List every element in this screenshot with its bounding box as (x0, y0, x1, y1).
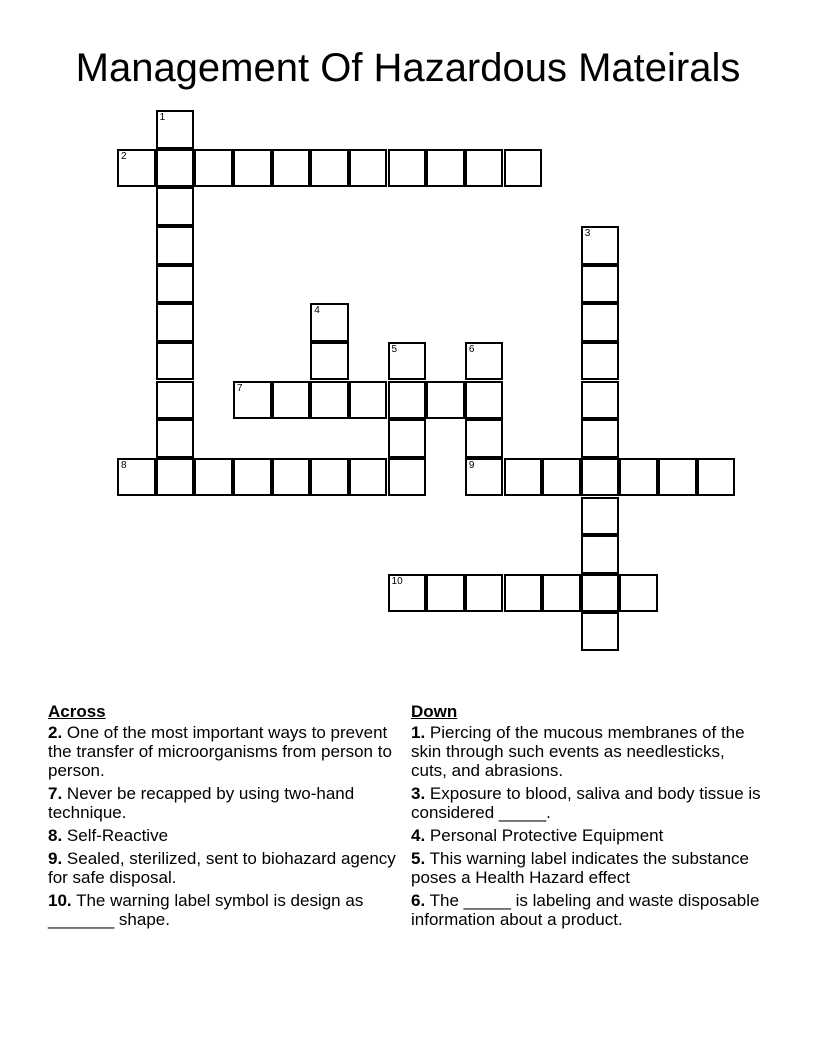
clue-item (411, 826, 761, 845)
clue-item (411, 723, 761, 780)
page-title: Management Of Hazardous Mateirals (75, 46, 741, 90)
cell-number: 5 (391, 343, 398, 355)
grid-cell[interactable] (233, 458, 272, 497)
grid-cell[interactable] (310, 342, 349, 381)
across-clues (48, 702, 398, 933)
grid-cell[interactable] (388, 381, 427, 420)
grid-cell[interactable] (349, 458, 388, 497)
down-heading: Down (411, 702, 458, 721)
clue-item (48, 826, 398, 845)
grid-cell[interactable] (581, 574, 620, 613)
grid-cell[interactable] (542, 458, 581, 497)
clue-text: The _____ is labeling and waste disposable information about a product. (411, 891, 760, 929)
clue-item (48, 891, 398, 929)
grid-cell[interactable] (581, 458, 620, 497)
clue-number: 9. (48, 849, 63, 868)
clue-text: Sealed, sterilized, sent to biohazard agency for safe disposal. (48, 849, 396, 887)
grid-cell[interactable] (658, 458, 697, 497)
grid-cell[interactable] (117, 149, 156, 188)
grid-cell[interactable] (426, 381, 465, 420)
grid-cell[interactable] (156, 342, 195, 381)
grid-cell[interactable] (465, 342, 504, 381)
clue-item (48, 723, 398, 780)
cell-number: 7 (236, 382, 243, 394)
clue-number: 7. (48, 784, 63, 803)
grid-cell[interactable] (156, 419, 195, 458)
grid-cell[interactable] (310, 381, 349, 420)
grid-cell[interactable] (310, 149, 349, 188)
clue-number: 4. (411, 826, 426, 845)
grid-cell[interactable] (156, 265, 195, 304)
clue-text: Personal Protective Equipment (429, 826, 664, 845)
grid-cell[interactable] (619, 458, 658, 497)
grid-cell[interactable] (697, 458, 736, 497)
grid-cell[interactable] (310, 458, 349, 497)
cell-number: 8 (121, 459, 127, 471)
clue-item (411, 784, 761, 822)
clue-number: 1. (411, 723, 426, 742)
across-heading: Across (48, 702, 106, 721)
grid-cell[interactable] (542, 574, 581, 613)
grid-cell[interactable] (156, 110, 195, 149)
grid-cell[interactable] (581, 612, 620, 651)
grid-cell[interactable] (117, 458, 156, 497)
grid-cell[interactable] (465, 574, 504, 613)
clue-number: 6. (411, 891, 426, 910)
cell-number: 4 (314, 305, 320, 317)
grid-cell[interactable] (465, 381, 504, 420)
grid-cell[interactable] (581, 497, 620, 536)
clue-item (411, 849, 761, 887)
cell-number: 1 (159, 112, 166, 123)
clue-text: Exposure to blood, saliva and body tissue is considered _____. (411, 784, 761, 822)
grid-cell[interactable] (194, 149, 233, 188)
clue-number: 3. (411, 784, 426, 803)
grid-cell[interactable] (233, 149, 272, 188)
grid-cell[interactable] (388, 419, 427, 458)
cell-number: 2 (121, 150, 127, 162)
grid-cell[interactable] (426, 149, 465, 188)
clue-text: One of the most important ways to prevent the transfer of microorganisms from person to person. (48, 723, 392, 780)
grid-cell[interactable] (581, 419, 620, 458)
grid-cell[interactable] (349, 149, 388, 188)
grid-cell[interactable] (156, 381, 195, 420)
grid-cell[interactable] (581, 303, 620, 342)
grid-cell[interactable] (156, 226, 195, 265)
clue-number: 5. (411, 849, 426, 868)
grid-cell[interactable] (388, 458, 427, 497)
clue-text: The warning label symbol is design as _______ shape. (48, 891, 364, 929)
grid-cell[interactable] (272, 381, 311, 420)
clue-number: 2. (48, 723, 63, 742)
grid-cell[interactable] (272, 458, 311, 497)
cell-number: 6 (468, 343, 475, 355)
clue-number: 10. (48, 891, 72, 910)
grid-cell[interactable] (465, 149, 504, 188)
clue-item (48, 849, 398, 887)
clue-item (48, 784, 398, 822)
clue-text: Self-Reactive (66, 826, 169, 845)
grid-cell[interactable] (581, 226, 620, 265)
grid-cell[interactable] (194, 458, 233, 497)
clue-text: This warning label indicates the substance poses a Health Hazard effect (411, 849, 750, 887)
cell-number: 9 (468, 459, 475, 471)
grid-cell[interactable] (349, 381, 388, 420)
grid-cell[interactable] (310, 303, 349, 342)
grid-cell[interactable] (272, 149, 311, 188)
grid-cell[interactable] (581, 381, 620, 420)
grid-cell[interactable] (619, 574, 658, 613)
grid-cell[interactable] (388, 149, 427, 188)
grid-cell[interactable] (233, 381, 272, 420)
cell-number: 10 (391, 575, 403, 587)
clue-item (411, 891, 761, 929)
grid-cell[interactable] (156, 458, 195, 497)
grid-cell[interactable] (581, 535, 620, 574)
clue-text: Piercing of the mucous membranes of the skin through such events as needlesticks, cuts, and abrasions. (411, 723, 745, 780)
grid-cell[interactable] (156, 149, 195, 188)
clue-text: Never be recapped by using two-hand technique. (48, 784, 355, 822)
cell-number: 3 (584, 227, 591, 239)
grid-cell[interactable] (156, 187, 195, 226)
clue-number: 8. (48, 826, 63, 845)
down-clues (411, 702, 761, 933)
grid-cell[interactable] (156, 303, 195, 342)
grid-cell[interactable] (504, 574, 543, 613)
grid-cell[interactable] (465, 458, 504, 497)
grid-cell[interactable] (388, 574, 427, 613)
grid-cell[interactable] (581, 265, 620, 304)
grid-cell[interactable] (581, 342, 620, 381)
grid-cell[interactable] (426, 574, 465, 613)
grid-cell[interactable] (465, 419, 504, 458)
grid-cell[interactable] (504, 149, 543, 188)
grid-cell[interactable] (388, 342, 427, 381)
grid-cell[interactable] (504, 458, 543, 497)
